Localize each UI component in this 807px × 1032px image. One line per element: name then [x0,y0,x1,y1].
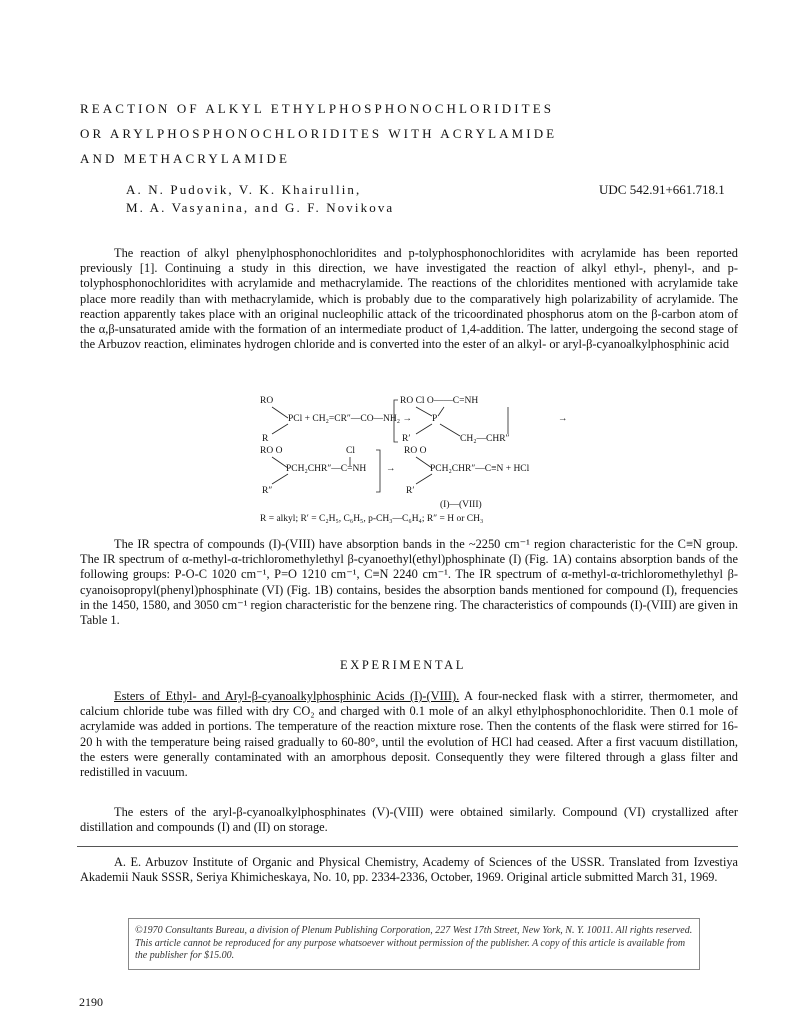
scheme-r2-ro-o: RO O [260,446,283,456]
scheme-bonds [240,396,620,526]
section-heading-experimental: EXPERIMENTAL [340,658,467,672]
authors-line-1: A. N. Pudovik, V. K. Khairullin, [126,182,362,197]
reaction-scheme [240,396,620,526]
experimental-text: A four-necked flask with a stirrer, thermometer, and calcium chloride tube was filled with dry CO₂ and charged with 0.1 mole of an alkyl ethylphosphonochloridite. Then 0.1 mole of acrylamide was added in portions. The temperature of the reaction mixture rose. Then the contents of the flask were stirred for 16-20 h with the temperature being raised gradually to 60-80°, until the evolution of HCl had ceased. After a first vacuum distillation, the esters were generally contaminated with an amorphous deposit. Consequently they were filtered through a glass filter and redistilled in vacuum. [80,689,738,780]
authors-line-2: M. A. Vasyanina, and G. F. Novikova [126,200,395,215]
scheme-compounds: (I)—(VIII) [440,500,482,510]
footnote-rule [77,846,738,847]
scheme-r2-r-2: R′ [406,486,415,496]
scheme-arrow-2: → [386,464,396,474]
scheme-definitions: R = alkyl; R′ = C₂H₅, C₆H₅, p-CH₃—C₆H₄; R″ = H or CH₃ [260,514,484,524]
title-line-2: OR ARYLPHOSPHONOCHLORIDITES WITH ACRYLAMIDE [80,126,558,141]
title-line-3: AND METHACRYLAMIDE [80,151,290,166]
experimental-paragraph [80,689,738,780]
experimental-subheading: Esters of Ethyl- and Aryl-β-cyanoalkylphosphinic Acids (I)-(VIII). [114,689,460,703]
aryl-paragraph: The esters of the aryl-β-cyanoalkylphosphinates (V)-(VIII) were obtained similarly. Compound (VI) crystallized after distillation and compounds (I) and (II) on storage. [80,805,738,835]
scheme-r1-pcl: PCl + CH₂=CR″—CO—NH₂ → [288,414,412,424]
scheme-r1-p: P [432,414,438,424]
scheme-r1-r: R [262,434,269,444]
scheme-r2-ro-o-2: RO O [404,446,427,456]
scheme-r2-main: PCH₂CHR″—C=NH [286,464,367,474]
scheme-r2-product: PCH₂CHR″—C≡N + HCl [430,464,530,474]
scheme-r1-bottom-r: R′ [402,434,411,444]
scheme-r1-ro: RO [260,396,274,406]
page-number: 2190 [79,995,103,1009]
udc-code: UDC 542.91+661.718.1 [599,182,725,197]
scheme-r2-cl: Cl [346,446,355,456]
footnote: A. E. Arbuzov Institute of Organic and Physical Chemistry, Academy of Sciences of the USSR. Translated from Izvestiya Akademii Nauk SSSR, Seriya Khimicheskaya, No. 10, pp. 2334-2336, October, 1969. Original article submitted March 31, 1969. [80,855,738,885]
ir-paragraph: The IR spectra of compounds (I)-(VIII) have absorption bands in the ~2250 cm⁻¹ region characteristic for the C≡N group. The IR spectrum of α-methyl-α-trichloromethylethyl β-cyanoethyl(ethyl)phosphinate (I) (Fig. 1A) contains absorption bands of the following groups: P-O-C 1020 cm⁻¹, P=O 1210 cm⁻¹, C≡N 2240 cm⁻¹. The IR spectrum of α-methyl-α-trichloromethylethyl β-cyanoisopropyl(phenyl)phosphinate (VI) (Fig. 1B) contains, besides the absorption bands mentioned for compound (I), frequencies in the 1450, 1580, and 3050 cm⁻¹ region characteristic for the benzene ring. The characteristics of compounds (I)-(VIII) are given in Table 1. [80,537,738,628]
scheme-r1-top: RO Cl O——C=NH [400,396,479,406]
scheme-r2-r: R″ [262,486,273,496]
copyright-notice: ©1970 Consultants Bureau, a division of Plenum Publishing Corporation, 227 West 17th Street, New York, N. Y. 10011. All rights reserved. This article cannot be reproduced for any purpose whatsoever without permission of the publisher. A copy of this article is available from the publisher for $15.00. [128,918,700,970]
scheme-r1-bottom: CH₂—CHR″ [460,434,510,444]
title-line-1: REACTION OF ALKYL ETHYLPHOSPHONOCHLORIDITES [80,101,555,116]
intro-paragraph: The reaction of alkyl phenylphosphonochloridites and p-tolyphosphonochloridites with acrylamide has been reported previously [1]. Continuing a study in this direction, we have investigated the reaction of alkyl ethyl-, phenyl-, and p-tolyphosphonochloridites with acrylamide and methacrylamide. The reactions of the chloridites mentioned with acrylamide take place more readily than with methacrylamide, which is probably due to the comparatively high polarizability of acrylamide. The reaction apparently takes place with an original nucleophilic attack of the tricoordinated phosphorus atom on the β-carbon atom of the α,β-unsaturated amide with the formation of an intermediate product of 1,4-addition. The latter, undergoing the second stage of the Arbuzov reaction, eliminates hydrogen chloride and is converted into the ester of an alkyl- or aryl-β-cyanoalkylphosphinic acid [80,246,738,352]
scheme-arrow-1: → [558,414,568,424]
